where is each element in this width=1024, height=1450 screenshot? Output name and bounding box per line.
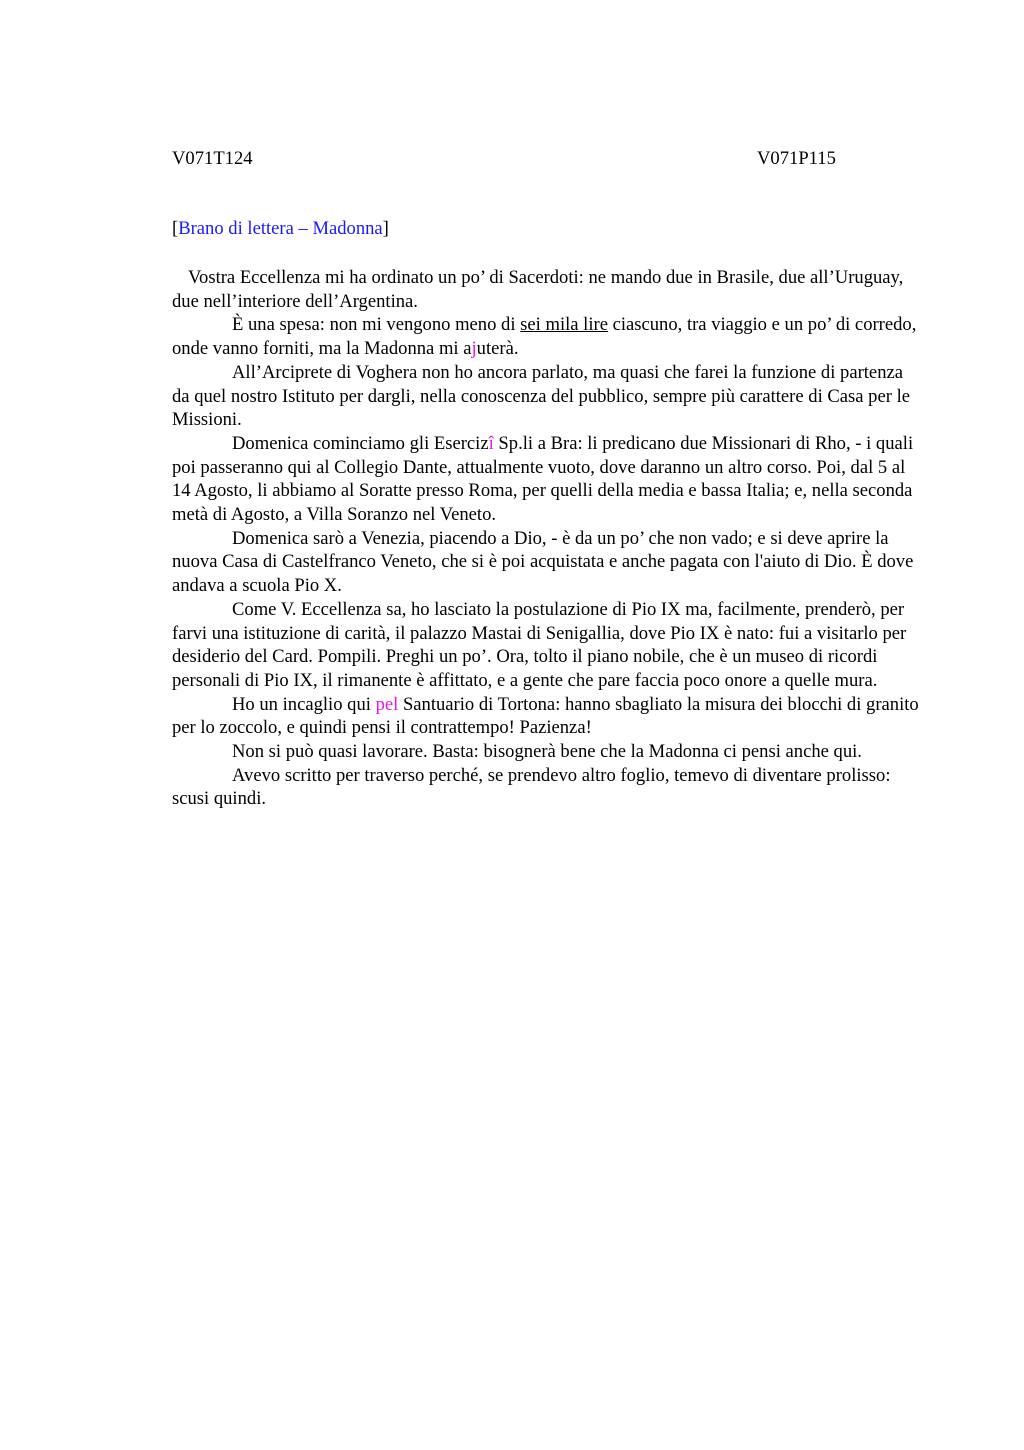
underlined-amount: sei mila lire xyxy=(520,314,608,336)
annotation-mark: j xyxy=(471,338,477,360)
paragraph-4 xyxy=(172,432,924,527)
paragraph-3: All’Arciprete di Voghera non ho ancora parlato, ma quasi che farei la funzione di partenza da quel nostro Istituto per dargli, nella conoscenza del pubblico, sempre più carattere di Casa per le Missioni. xyxy=(172,361,910,431)
paragraph-7-text-a: Ho un incaglio qui xyxy=(232,693,376,715)
title-text: Brano di lettera – Madonna xyxy=(178,218,383,239)
paragraph-9: Avevo scritto per traverso perché, se prendevo altro foglio, temevo di diventare prolisso: scusi quindi. xyxy=(172,764,891,810)
title-open-bracket: [ xyxy=(172,218,179,239)
paragraph-2-text-c: uterà. xyxy=(476,338,519,360)
annotation-mark: î xyxy=(488,432,494,454)
paragraph-1: Vostra Eccellenza mi ha ordinato un po’ di Sacerdoti: ne mando due in Brasile, due all’Uruguay, due nell’interiore dell’Argentina. xyxy=(172,267,904,312)
paragraph-4-text-b: Sp.li a Bra: li predicano due Missionari di Rho, - i quali poi passeranno qui al Collegio Dante, attualmente vuoto, dove daranno un altro corso. Poi, dal 5 al 14 Agosto, li abbiamo al Soratte presso Roma, per quelli della media e bassa Italia; e, nella seconda metà di Agosto, a Villa Soranzo nel Veneto. xyxy=(172,432,914,526)
paragraph-4-text-a: Domenica cominciamo gli Eserciz xyxy=(232,432,489,454)
paragraph-6: Come V. Eccellenza sa, ho lasciato la postulazione di Pio IX ma, facilmente, prenderò, per farvi una istituzione di carità, il palazzo Mastai di Senigallia, dove Pio IX è nato: fui a visitarlo per desiderio del Card. Pompili. Preghi un po’. Ora, tolto il piano nobile, che è un museo di ricordi personali di Pio IX, il rimanente è affittato, e a gente che pare faccia poco onore a quelle mura. xyxy=(172,598,907,691)
letter-body xyxy=(172,266,924,811)
paragraph-5: Domenica sarò a Venezia, piacendo a Dio, - è da un po’ che non vado; e si deve aprire la nuova Casa di Castelfranco Veneto, che si è poi acquistata e anche pagata con l'aiuto di Dio. È dove andava a scuola Pio X. xyxy=(172,527,914,597)
title-close-bracket: ] xyxy=(382,218,389,239)
paragraph-8: Non si può quasi lavorare. Basta: bisognerà bene che la Madonna ci pensi anche qui. xyxy=(232,741,862,763)
page-code-right: V071P115 xyxy=(757,148,836,169)
annotation-mark: pel xyxy=(375,693,399,715)
document-code-left: V071T124 xyxy=(172,148,253,169)
paragraph-2-text-a: È una spesa: non mi vengono meno di xyxy=(232,314,521,336)
paragraph-2-text-b: ciascuno, tra viaggio e un po’ di corredo, onde vanno forniti, ma la Madonna mi a xyxy=(172,314,917,360)
paragraph-7 xyxy=(172,693,924,740)
section-title xyxy=(172,218,389,240)
paragraph-2 xyxy=(172,313,924,360)
paragraph-7-text-b: Santuario di Tortona: hanno sbagliato la misura dei blocchi di granito per lo zoccolo, e quindi pensi il contrattempo! Pazienza! xyxy=(172,693,919,739)
